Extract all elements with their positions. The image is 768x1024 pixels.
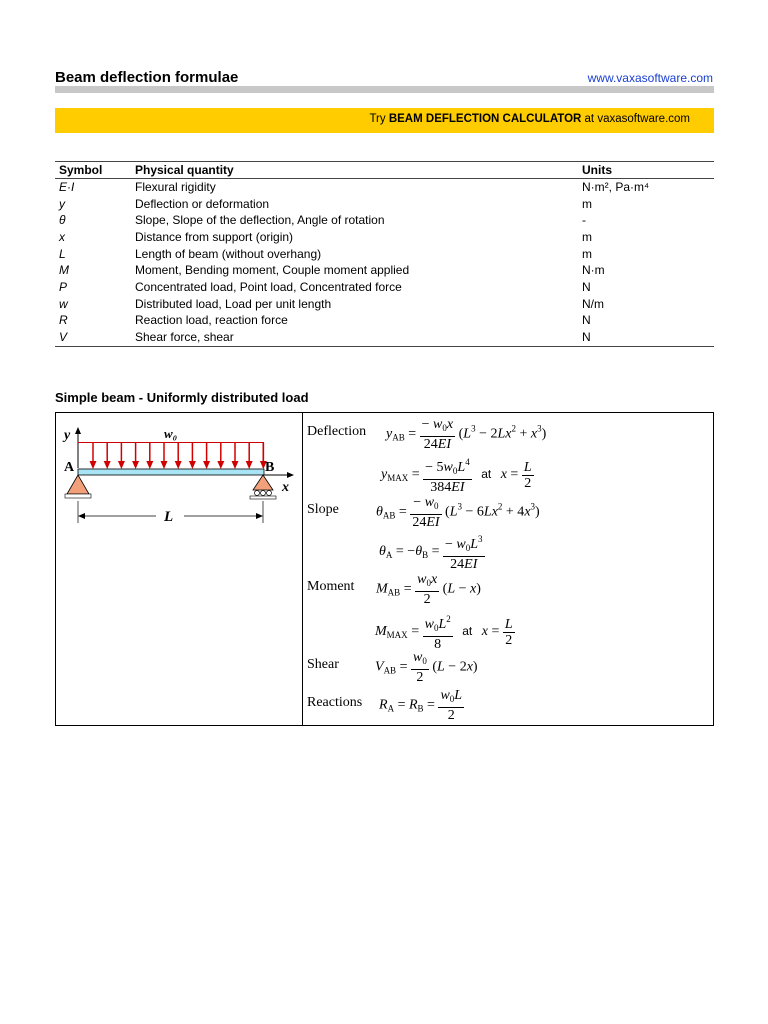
reactions-formula: $R_A = R_B$ = $\frac{w_0L}{2}$	[379, 688, 463, 723]
load-arrow-head	[146, 461, 153, 469]
roller-wheel	[261, 491, 266, 496]
column-header-symbol: Symbol	[55, 162, 131, 179]
quantity-cell: Distributed load, Load per unit length	[135, 296, 332, 311]
roller-wheel	[267, 491, 272, 496]
load-arrow-head	[189, 461, 196, 469]
end-slope-formula: $\theta_A = -\theta_B$ = $\frac{- w_0L^3}{24EI}$	[379, 534, 483, 572]
table-row	[55, 229, 714, 246]
at-label: at	[462, 624, 473, 639]
table-row	[55, 196, 714, 213]
moment-formula: $M_{AB}$ = $\frac{w_0x}{2}$ (L − x)	[376, 572, 481, 607]
header-rule	[55, 86, 714, 93]
slope-formula: $\theta_{AB}$ = $\frac{- w_0}{24EI}$ $(L^3 - 6Lx^2 + 4x^3)$	[376, 495, 540, 530]
box-divider	[302, 412, 303, 726]
quantity-cell: Concentrated load, Point load, Concentrated force	[135, 279, 402, 294]
quantity-cell: Deflection or deformation	[135, 196, 270, 211]
units-cell: m	[582, 196, 592, 211]
pin-support-a	[67, 475, 89, 494]
load-arrow-head	[132, 461, 139, 469]
x-axis-label: x	[282, 480, 289, 495]
roller-wheel	[255, 491, 260, 496]
load-arrow-head	[217, 461, 224, 469]
promo-text[interactable]	[369, 113, 690, 125]
quantity-cell: Length of beam (without overhang)	[135, 246, 322, 261]
max-deflection-formula: $y_{MAX}$ = $\frac{- 5w_0L^4}{384EI}$ at x = $\frac{L}{2}$	[381, 457, 532, 495]
units-cell: -	[582, 213, 586, 228]
roller-support-b	[253, 475, 273, 490]
quantity-cell: Reaction load, reaction force	[135, 313, 288, 328]
symbol-cell: θ	[59, 213, 66, 228]
distributed-load-arrows	[90, 443, 267, 469]
dim-arrow-left	[78, 513, 85, 519]
units-cell: N	[582, 279, 591, 294]
symbol-cell: R	[59, 313, 68, 328]
shear-formula: $V_{AB}$ = $\frac{w_0}{2}$ (L − 2x)	[375, 650, 478, 685]
table-row	[55, 296, 714, 313]
symbol-cell: L	[59, 246, 66, 261]
reactions-label: Reactions	[307, 695, 363, 710]
units-cell: N·m	[582, 263, 605, 278]
support-b-label: B	[265, 460, 275, 475]
x-axis-arrowhead	[287, 472, 294, 478]
support-a-label: A	[64, 460, 75, 475]
ground-b	[250, 496, 276, 499]
symbol-cell: w	[59, 296, 68, 311]
promo-suffix: at vaxasoftware.com	[581, 113, 690, 125]
symbol-cell: x	[59, 229, 65, 244]
units-cell: m	[582, 229, 592, 244]
table-row	[55, 179, 714, 196]
website-link[interactable]: www.vaxasoftware.com	[587, 71, 713, 85]
y-axis-arrowhead	[75, 427, 81, 434]
at-label: at	[481, 467, 492, 482]
table-row	[55, 279, 714, 296]
section-title: Simple beam - Uniformly distributed load	[55, 390, 309, 405]
quantity-cell: Slope, Slope of the deflection, Angle of rotation	[135, 213, 385, 228]
deflection-label: Deflection	[307, 424, 367, 439]
column-header-quantity: Physical quantity	[131, 162, 578, 179]
column-header-units: Units	[578, 162, 714, 179]
moment-label: Moment	[307, 579, 355, 594]
beam-diagram	[56, 413, 302, 533]
symbol-cell: M	[59, 263, 69, 278]
symbol-cell: y	[59, 196, 65, 211]
shear-label: Shear	[307, 657, 339, 672]
units-cell: m	[582, 246, 592, 261]
load-arrow-head	[161, 461, 168, 469]
promo-link[interactable]: BEAM DEFLECTION CALCULATOR	[388, 113, 582, 125]
symbol-cell: V	[55, 329, 131, 346]
span-label: L	[164, 509, 174, 525]
quantity-cell: Shear force, shear	[131, 329, 578, 346]
load-arrow-head	[246, 461, 253, 469]
units-cell: N·m², Pa·m⁴	[582, 179, 650, 194]
load-arrow-head	[104, 461, 111, 469]
symbol-cell: P	[59, 279, 68, 294]
table-row	[55, 212, 714, 229]
load-arrow-head	[90, 461, 97, 469]
quantity-cell: Flexural rigidity	[135, 179, 216, 194]
load-label: w₀	[164, 426, 178, 441]
table-row	[55, 246, 714, 263]
max-moment-formula: $M_{MAX}$ = $\frac{w_0L^2}{8}$ at x = $\frac{L}{2}$	[375, 614, 513, 652]
load-arrow-head	[175, 461, 182, 469]
quantity-cell: Moment, Bending moment, Couple moment applied	[135, 263, 410, 278]
load-arrow-head	[118, 461, 125, 469]
load-top-line	[78, 442, 264, 443]
table-header-row	[55, 162, 714, 179]
units-cell: N/m	[582, 296, 604, 311]
units-cell: N	[582, 313, 591, 328]
quantity-cell: Distance from support (origin)	[135, 229, 294, 244]
slope-label: Slope	[307, 502, 339, 517]
promo-banner[interactable]	[55, 108, 714, 133]
deflection-formula: $y_{AB}$ = $\frac{- w_0x}{24EI}$ $(L^3 - 2Lx^2 + x^3)$	[386, 417, 547, 452]
dim-arrow-right	[256, 513, 263, 519]
beam-body	[78, 469, 264, 475]
promo-prefix: Try	[369, 113, 389, 125]
page-title: Beam deflection formulae	[55, 69, 239, 86]
load-arrow-head	[232, 461, 239, 469]
table-row	[55, 329, 714, 346]
ground-a	[65, 494, 91, 498]
symbol-table	[55, 161, 714, 347]
units-cell: N	[578, 329, 714, 346]
y-axis-label: y	[64, 428, 71, 443]
symbol-cell: E·I	[59, 179, 75, 194]
load-arrow-head	[203, 461, 210, 469]
table-row	[55, 262, 714, 279]
table-row	[55, 313, 714, 330]
